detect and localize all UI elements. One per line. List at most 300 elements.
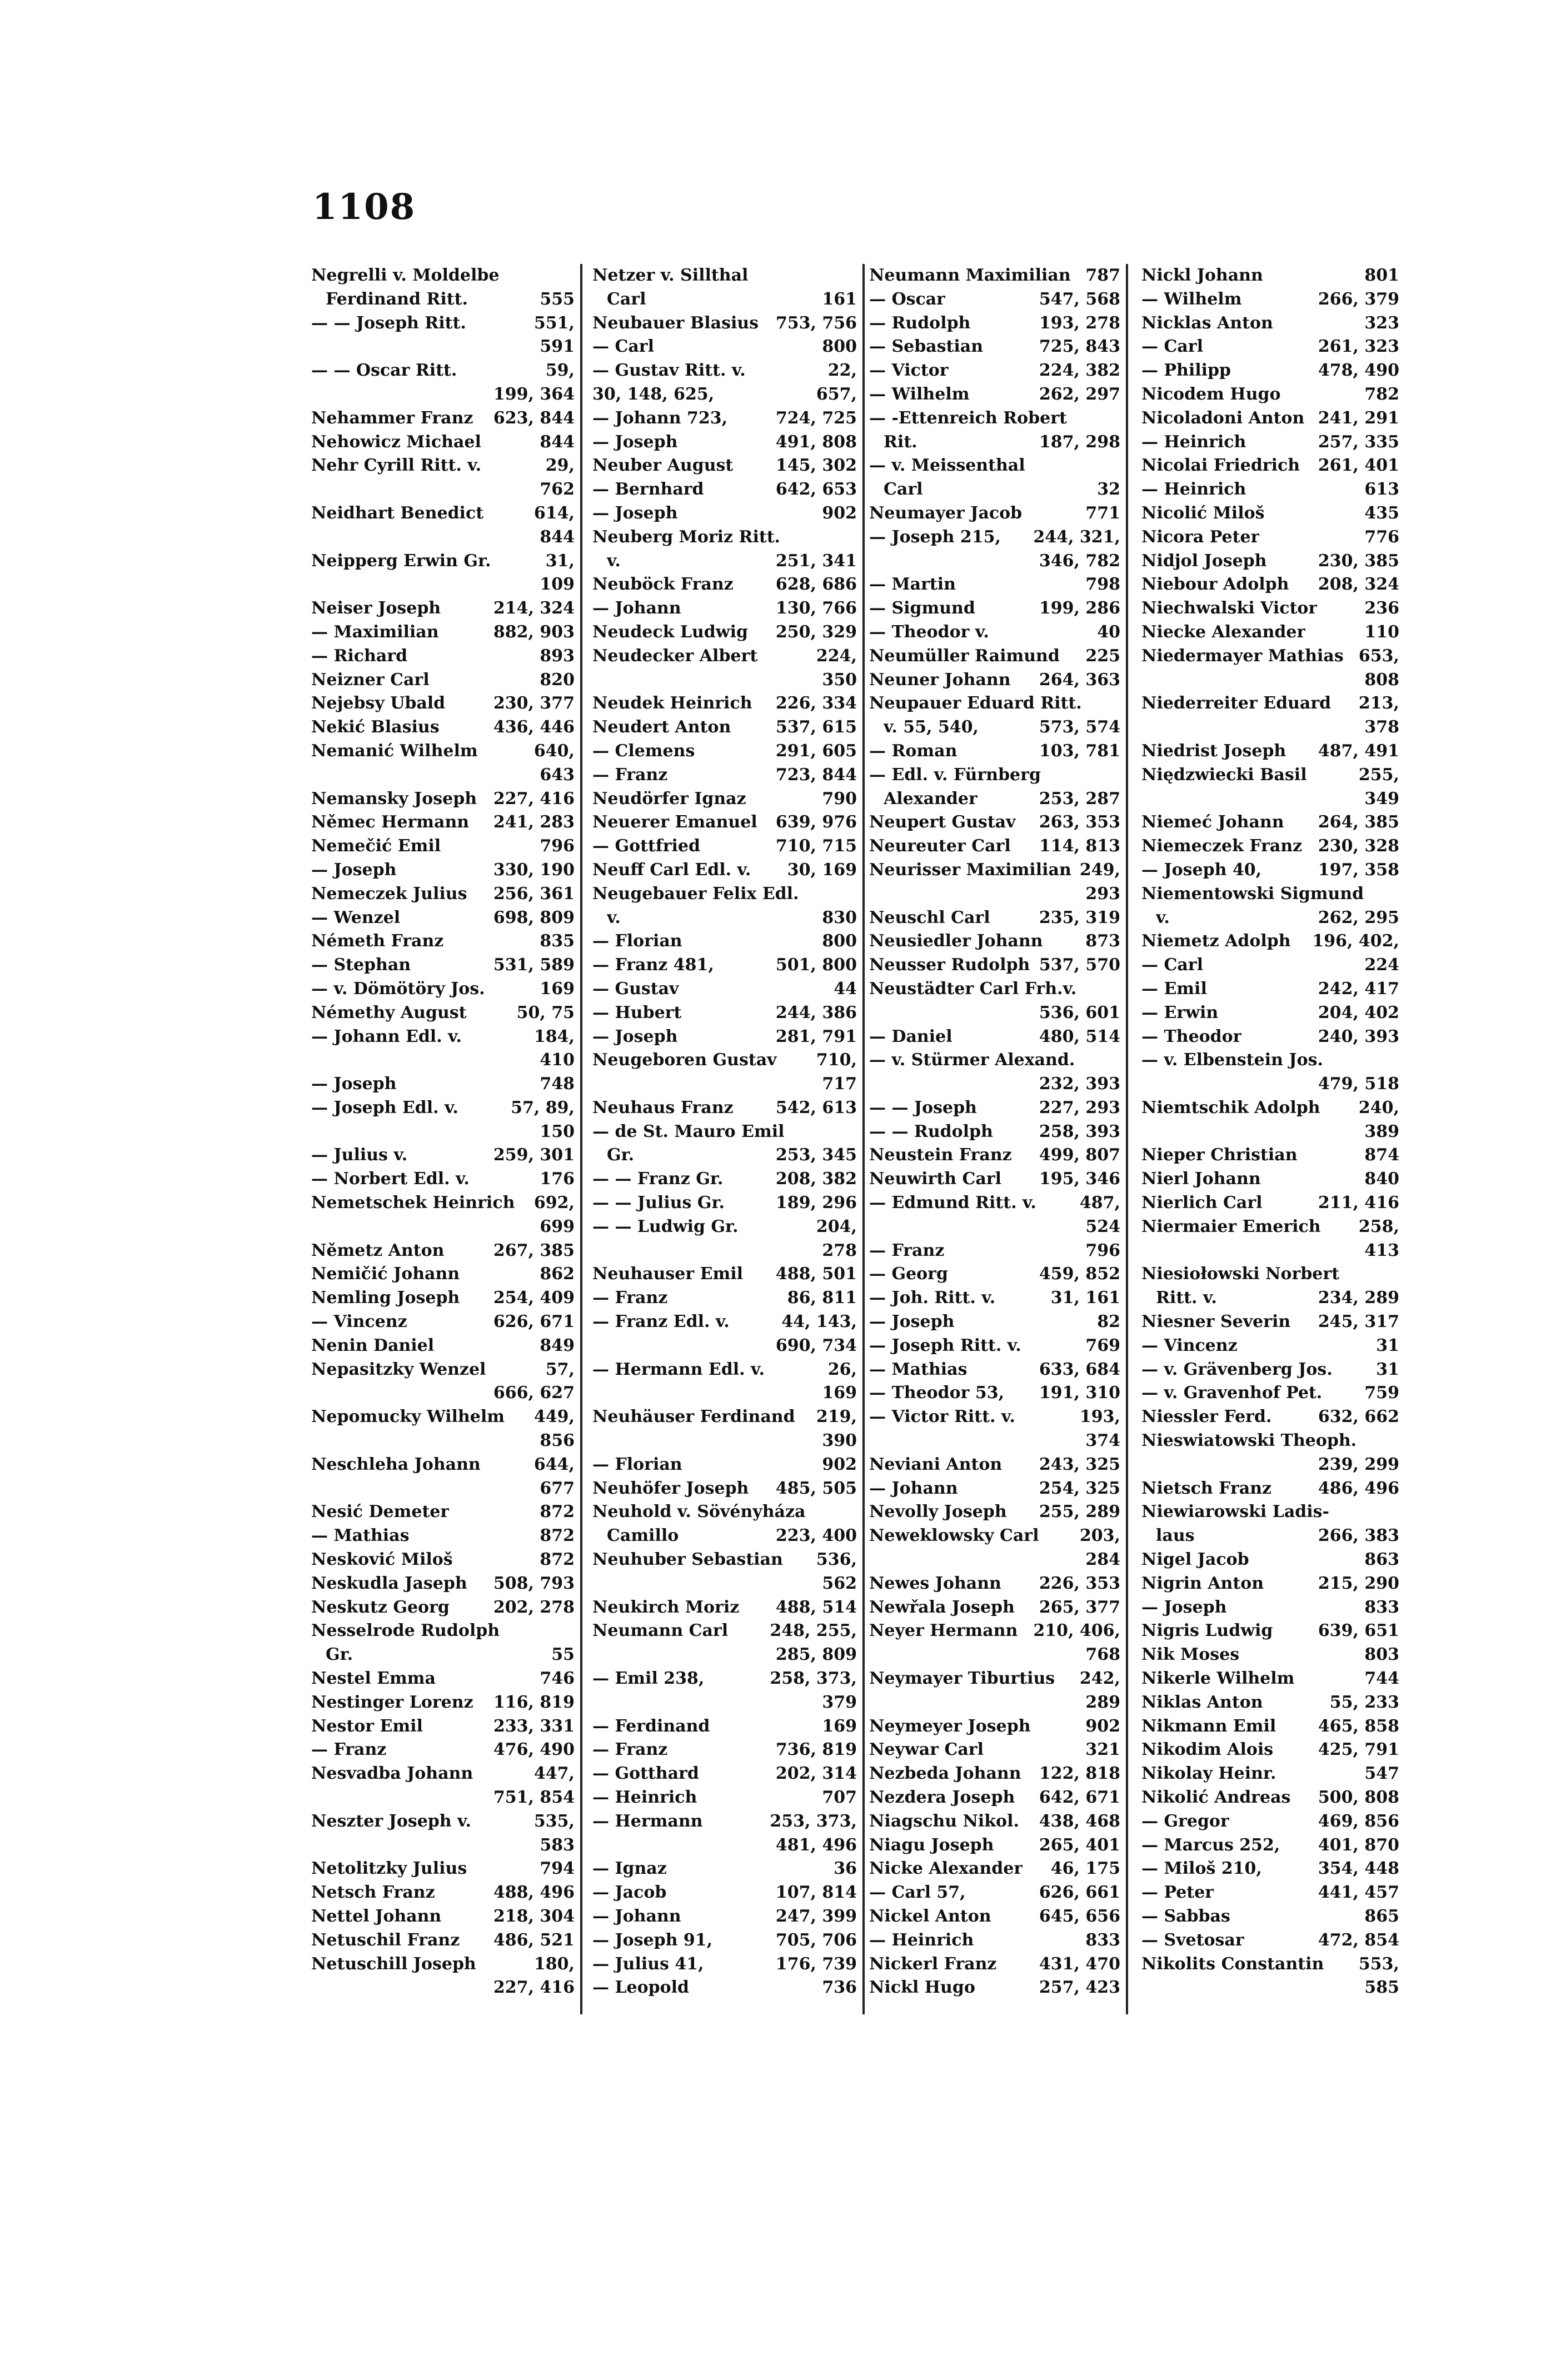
- entry-pages: 59,: [545, 361, 575, 381]
- index-line: [592, 645, 857, 668]
- entry-name: — Marcus 252,: [1141, 1835, 1280, 1855]
- entry-pages: 261, 323: [1318, 337, 1399, 357]
- entry-pages: 796: [1085, 1240, 1120, 1260]
- entry-pages: 401, 870: [1318, 1835, 1399, 1855]
- entry-pages: 31: [1376, 1335, 1399, 1355]
- index-line: [311, 502, 575, 526]
- entry-pages: 195, 346: [1039, 1169, 1120, 1189]
- entry-name: Nemičić Johann: [311, 1264, 460, 1284]
- entry-name: — Emil: [1141, 979, 1207, 999]
- entry-pages: 225: [1085, 646, 1120, 666]
- entry-name: — Florian: [592, 931, 682, 951]
- index-line: [592, 1643, 857, 1667]
- entry-pages: 723, 844: [775, 765, 857, 785]
- entry-name: Neuerer Emanuel: [592, 812, 757, 832]
- entry-name: Neskutz Georg: [311, 1597, 450, 1617]
- entry-pages: 249,: [1079, 860, 1120, 880]
- entry-pages: 202, 314: [775, 1764, 857, 1784]
- index-line: [311, 1310, 575, 1334]
- entry-pages: 109: [540, 575, 575, 595]
- index-line: [311, 1667, 575, 1691]
- entry-pages: 208, 324: [1318, 575, 1399, 595]
- entry-name: Newřala Joseph: [869, 1597, 1015, 1617]
- index-line: [1141, 1358, 1399, 1382]
- entry-name: Carl: [607, 289, 646, 309]
- entry-name: Nikolić Andreas: [1141, 1788, 1291, 1807]
- index-line: [592, 1762, 857, 1786]
- entry-name: Neuschl Carl: [869, 907, 990, 927]
- index-line: [1141, 1025, 1399, 1049]
- entry-name: v.: [1156, 907, 1170, 927]
- entry-name: — Oscar: [869, 289, 945, 309]
- index-line: [311, 1881, 575, 1905]
- entry-name: Nidjol Joseph: [1141, 551, 1267, 571]
- entry-name: Neupert Gustav: [869, 812, 1016, 832]
- entry-pages: 232, 393: [1039, 1074, 1120, 1094]
- entry-name: — v. Dömötöry Jos.: [311, 979, 485, 999]
- index-line: [592, 859, 857, 882]
- entry-pages: 218, 304: [493, 1906, 575, 1926]
- index-line: [1141, 1929, 1399, 1953]
- entry-pages: 261, 401: [1318, 456, 1399, 476]
- entry-pages: 379: [822, 1692, 857, 1712]
- entry-name: Nemečić Emil: [311, 836, 441, 856]
- index-line: [311, 1453, 575, 1477]
- index-line: [311, 1715, 575, 1739]
- index-line: [592, 1072, 857, 1096]
- entry-name: — Hermann Edl. v.: [592, 1359, 765, 1379]
- index-line: [592, 692, 857, 716]
- index-line: [869, 1358, 1120, 1382]
- entry-name: Niędzwiecki Basil: [1141, 765, 1307, 785]
- entry-pages: 256, 361: [493, 884, 575, 904]
- entry-name: — Joseph Ritt. v.: [869, 1335, 1021, 1355]
- index-line: [869, 811, 1120, 835]
- index-line: [311, 645, 575, 668]
- entry-pages: 224,: [816, 646, 857, 666]
- index-line: [592, 431, 857, 455]
- entry-name: Neumann Maximilian: [869, 266, 1071, 285]
- entry-pages: 666, 627: [493, 1383, 575, 1403]
- entry-pages: 321: [1085, 1740, 1120, 1760]
- entry-pages: 82: [1097, 1312, 1120, 1332]
- entry-pages: 768: [1085, 1645, 1120, 1665]
- entry-name: — Joh. Ritt. v.: [869, 1288, 996, 1308]
- index-line: [869, 407, 1120, 431]
- entry-name: Neugebauer Felix Edl.: [592, 884, 799, 904]
- entry-name: Nevolly Joseph: [869, 1502, 1007, 1522]
- index-line: [592, 977, 857, 1001]
- entry-pages: 724, 725: [775, 408, 857, 428]
- entry-name: Neuwirth Carl: [869, 1169, 1001, 1189]
- entry-name: — Gotthard: [592, 1764, 699, 1784]
- entry-pages: 208, 382: [775, 1169, 857, 1189]
- index-line: [592, 740, 857, 764]
- entry-name: — Joseph 215,: [869, 527, 1001, 547]
- entry-pages: 692,: [533, 1193, 575, 1213]
- entry-pages: 248, 255,: [770, 1621, 857, 1641]
- entry-name: Newes Johann: [869, 1573, 1001, 1593]
- entry-name: — Joseph 91,: [592, 1930, 713, 1950]
- entry-pages: 169: [822, 1383, 857, 1403]
- entry-pages: 487,: [1079, 1193, 1120, 1213]
- index-line: [592, 787, 857, 811]
- index-line: [592, 668, 857, 692]
- index-line: [1141, 1191, 1399, 1215]
- entry-name: Neweklowsky Carl: [869, 1526, 1039, 1546]
- entry-pages: 50, 75: [516, 1002, 575, 1022]
- page-number: 1108: [312, 186, 416, 228]
- index-line: [1141, 502, 1399, 526]
- entry-name: Neskudla Jaseph: [311, 1573, 467, 1593]
- entry-pages: 790: [822, 789, 857, 809]
- entry-pages: 553,: [1358, 1954, 1399, 1974]
- index-line: [311, 811, 575, 835]
- entry-name: — Johann: [869, 1478, 958, 1498]
- entry-pages: 204,: [816, 1216, 857, 1236]
- entry-pages: 769: [1085, 1335, 1120, 1355]
- entry-pages: 196, 402,: [1312, 931, 1399, 951]
- index-line: [311, 597, 575, 621]
- index-line: [1141, 1953, 1399, 1977]
- entry-pages: 436, 446: [493, 717, 575, 737]
- index-line: [311, 1810, 575, 1834]
- index-line: [869, 835, 1120, 859]
- index-line: [1141, 550, 1399, 573]
- entry-pages: 902: [1085, 1716, 1120, 1736]
- entry-pages: 215, 290: [1318, 1573, 1399, 1593]
- entry-name: — — Joseph Ritt.: [311, 313, 466, 333]
- entry-name: Nesković Miloš: [311, 1550, 453, 1570]
- entry-name: Nesselrode Rudolph: [311, 1621, 500, 1641]
- entry-name: — Johann Edl. v.: [311, 1026, 462, 1046]
- entry-pages: 230, 328: [1318, 836, 1399, 856]
- index-line: [869, 454, 1120, 478]
- entry-name: — Svetosar: [1141, 1930, 1244, 1950]
- entry-name: — — Franz Gr.: [592, 1169, 724, 1189]
- index-line: [592, 1738, 857, 1762]
- entry-pages: 759: [1364, 1383, 1399, 1403]
- entry-pages: [570, 1619, 575, 1643]
- entry-name: — v. Meissenthal: [869, 456, 1025, 476]
- entry-name: Neymeyer Joseph: [869, 1716, 1031, 1736]
- index-line: [592, 288, 857, 312]
- entry-name: Nickl Johann: [1141, 266, 1263, 285]
- entry-name: Nik Moses: [1141, 1645, 1240, 1665]
- entry-pages: 872: [540, 1526, 575, 1546]
- index-line: [1141, 1500, 1399, 1524]
- entry-pages: 459, 852: [1039, 1264, 1120, 1284]
- entry-pages: 623, 844: [493, 408, 575, 428]
- index-line: [592, 1810, 857, 1834]
- entry-name: Niedermayer Mathias: [1141, 646, 1344, 666]
- entry-pages: 753, 756: [775, 313, 857, 333]
- entry-name: Niklas Anton: [1141, 1692, 1263, 1712]
- entry-pages: 176: [540, 1169, 575, 1189]
- entry-name: — Martin: [869, 575, 956, 595]
- index-line: [869, 573, 1120, 597]
- index-line: [869, 1976, 1120, 2000]
- entry-name: Alexander: [884, 789, 978, 809]
- entry-name: Nekić Blasius: [311, 717, 440, 737]
- index-line: [592, 835, 857, 859]
- entry-name: — Franz: [869, 1240, 945, 1260]
- index-line: [869, 1334, 1120, 1358]
- entry-pages: 199, 364: [493, 384, 575, 404]
- entry-name: Nickerl Franz: [869, 1954, 997, 1974]
- index-line: [869, 550, 1120, 573]
- index-line: [311, 359, 575, 383]
- index-line: [869, 1810, 1120, 1834]
- entry-pages: 583: [540, 1835, 575, 1855]
- index-line: [869, 859, 1120, 882]
- entry-pages: 374: [1085, 1431, 1120, 1451]
- entry-name: — Georg: [869, 1264, 948, 1284]
- index-line: [592, 312, 857, 336]
- entry-name: Nenin Daniel: [311, 1335, 435, 1355]
- entry-name: Nicolai Friedrich: [1141, 456, 1300, 476]
- index-line: [869, 502, 1120, 526]
- index-line: [869, 335, 1120, 359]
- entry-pages: 40: [1097, 622, 1120, 642]
- entry-pages: 537, 615: [775, 717, 857, 737]
- index-line: [592, 1120, 857, 1144]
- entry-pages: 258, 373,: [770, 1669, 857, 1689]
- index-line: [1141, 977, 1399, 1001]
- index-line: [592, 1263, 857, 1286]
- entry-name: — Johann 723,: [592, 408, 728, 428]
- index-line: [1141, 811, 1399, 835]
- index-line: [869, 1667, 1120, 1691]
- entry-pages: 524: [1085, 1216, 1120, 1236]
- index-line: [311, 1905, 575, 1929]
- entry-pages: 44: [834, 979, 857, 999]
- entry-pages: 640,: [533, 741, 575, 761]
- index-line: [592, 1976, 857, 2000]
- entry-name: — Wilhelm: [869, 384, 970, 404]
- entry-pages: 31: [1376, 1359, 1399, 1379]
- index-line: [1141, 1477, 1399, 1501]
- index-line: [1141, 1762, 1399, 1786]
- entry-pages: 710,: [816, 1050, 857, 1070]
- entry-name: Niessler Ferd.: [1141, 1407, 1272, 1427]
- entry-pages: 180,: [533, 1954, 575, 1974]
- index-line: [592, 906, 857, 930]
- entry-name: — -Ettenreich Robert: [869, 408, 1067, 428]
- index-line: [1141, 312, 1399, 336]
- entry-name: — Joseph: [311, 860, 397, 880]
- entry-pages: 447,: [533, 1764, 575, 1784]
- entry-name: Neudert Anton: [592, 717, 731, 737]
- entry-name: Neuner Johann: [869, 670, 1011, 690]
- entry-name: Neumann Carl: [592, 1621, 729, 1641]
- entry-pages: 250, 329: [775, 622, 857, 642]
- entry-name: Nickl Hugo: [869, 1978, 975, 1998]
- index-line: [1141, 1524, 1399, 1548]
- entry-pages: 389: [1364, 1121, 1399, 1141]
- entry-name: — Erwin: [1141, 1002, 1219, 1022]
- entry-name: Neuhaus Franz: [592, 1097, 734, 1117]
- entry-name: — Victor Ritt. v.: [869, 1407, 1015, 1427]
- entry-pages: 863: [1364, 1550, 1399, 1570]
- index-line: [311, 764, 575, 787]
- index-line: [592, 1619, 857, 1643]
- entry-name: — Clemens: [592, 741, 695, 761]
- index-line: [592, 1405, 857, 1429]
- entry-pages: [1395, 1429, 1399, 1453]
- entry-name: Neviani Anton: [869, 1454, 1003, 1474]
- entry-pages: 469, 856: [1318, 1811, 1399, 1831]
- index-line: [592, 1429, 857, 1453]
- index-line: [869, 1167, 1120, 1191]
- entry-pages: 707: [822, 1788, 857, 1807]
- entry-name: — Wenzel: [311, 907, 401, 927]
- entry-name: Nestel Emma: [311, 1669, 436, 1689]
- entry-pages: 438, 468: [1039, 1811, 1120, 1831]
- entry-name: Neupauer Eduard Ritt.: [869, 693, 1082, 713]
- entry-pages: 253, 373,: [770, 1811, 857, 1831]
- index-line: [592, 1477, 857, 1501]
- entry-name: — Ignaz: [592, 1859, 667, 1879]
- index-line: [1141, 1691, 1399, 1715]
- index-line: [1141, 335, 1399, 359]
- entry-name: — Joseph: [592, 1026, 678, 1046]
- entry-pages: 508, 793: [493, 1573, 575, 1593]
- entry-pages: 645, 656: [1039, 1906, 1120, 1926]
- index-line: [1141, 1001, 1399, 1025]
- entry-pages: 690, 734: [775, 1335, 857, 1355]
- entry-pages: 226, 334: [775, 693, 857, 713]
- entry-name: — Florian: [592, 1454, 682, 1474]
- index-line: [311, 1334, 575, 1358]
- entry-pages: 291, 605: [775, 741, 857, 761]
- entry-pages: 57,: [545, 1359, 575, 1379]
- index-line: [311, 859, 575, 882]
- entry-pages: 800: [822, 337, 857, 357]
- entry-pages: 736, 819: [775, 1740, 857, 1760]
- index-line: [1141, 1643, 1399, 1667]
- entry-pages: 499, 807: [1039, 1145, 1120, 1165]
- entry-name: Nesvadba Johann: [311, 1764, 473, 1784]
- index-line: [1141, 740, 1399, 764]
- entry-name: Němetz Anton: [311, 1240, 445, 1260]
- entry-pages: 247, 399: [775, 1906, 857, 1926]
- entry-name: — Joseph: [592, 503, 678, 523]
- entry-pages: 542, 613: [775, 1097, 857, 1117]
- index-line: [1141, 1167, 1399, 1191]
- entry-pages: 748: [540, 1074, 575, 1094]
- index-line: [1141, 1905, 1399, 1929]
- entry-pages: 776: [1364, 527, 1399, 547]
- entry-pages: [1116, 764, 1120, 787]
- entry-name: Neszter Joseph v.: [311, 1811, 471, 1831]
- entry-pages: 243, 325: [1039, 1454, 1120, 1474]
- entry-pages: 55: [551, 1645, 575, 1665]
- index-line: [1141, 1096, 1399, 1120]
- index-line: [592, 383, 857, 407]
- index-line: [869, 1025, 1120, 1049]
- entry-name: Nickel Anton: [869, 1906, 991, 1926]
- index-line: [592, 1096, 857, 1120]
- entry-pages: 210, 406,: [1033, 1621, 1120, 1641]
- entry-name: — v. Stürmer Alexand.: [869, 1050, 1075, 1070]
- entry-name: Carl: [884, 480, 923, 500]
- index-line: [592, 1572, 857, 1596]
- index-line: [1141, 431, 1399, 455]
- entry-pages: 253, 287: [1039, 789, 1120, 809]
- entry-pages: 536,: [816, 1550, 857, 1570]
- index-line: [311, 383, 575, 407]
- entry-name: — Johann: [592, 1906, 681, 1926]
- entry-name: Nieswiatowski Theoph.: [1141, 1431, 1357, 1451]
- entry-pages: 465, 858: [1318, 1716, 1399, 1736]
- entry-pages: 187, 298: [1039, 432, 1120, 452]
- index-line: [311, 1096, 575, 1120]
- entry-pages: 227, 416: [493, 1978, 575, 1998]
- entry-name: Neudörfer Ignaz: [592, 789, 746, 809]
- index-line: [1141, 1976, 1399, 2000]
- entry-pages: 176, 739: [775, 1954, 857, 1974]
- entry-name: Nepomucky Wilhelm: [311, 1407, 505, 1427]
- index-line: [311, 1953, 575, 1977]
- index-line: [311, 550, 575, 573]
- index-line: [311, 740, 575, 764]
- entry-name: — Theodor 53,: [869, 1383, 1005, 1403]
- index-line: [311, 1191, 575, 1215]
- entry-pages: 486, 521: [493, 1930, 575, 1950]
- index-line: [1141, 764, 1399, 787]
- entry-pages: 264, 363: [1039, 670, 1120, 690]
- entry-pages: 267, 385: [493, 1240, 575, 1260]
- entry-pages: 114, 813: [1039, 836, 1120, 856]
- entry-pages: 116, 819: [493, 1692, 575, 1712]
- index-line: [869, 1715, 1120, 1739]
- entry-pages: 203,: [1079, 1526, 1120, 1546]
- entry-pages: 551,: [533, 313, 575, 333]
- index-line: [1141, 359, 1399, 383]
- index-line: [869, 1072, 1120, 1096]
- entry-pages: 591: [540, 337, 575, 357]
- entry-pages: 801: [1364, 266, 1399, 285]
- entry-pages: 223, 400: [775, 1526, 857, 1546]
- index-line: [592, 1381, 857, 1405]
- entry-name: — Rudolph: [869, 313, 971, 333]
- entry-name: — Richard: [311, 646, 408, 666]
- entry-pages: 874: [1364, 1145, 1399, 1165]
- index-line: [869, 1001, 1120, 1025]
- entry-name: — Gustav Ritt. v.: [592, 361, 746, 381]
- index-line: [311, 264, 575, 288]
- index-line: [592, 1334, 857, 1358]
- entry-pages: 441, 457: [1318, 1883, 1399, 1903]
- entry-name: — Gregor: [1141, 1811, 1229, 1831]
- index-line: [592, 1286, 857, 1310]
- entry-pages: 254, 409: [493, 1288, 575, 1308]
- index-line: [869, 764, 1120, 787]
- entry-pages: 639, 976: [775, 812, 857, 832]
- entry-name: — Sabbas: [1141, 1906, 1230, 1926]
- entry-pages: 472, 854: [1318, 1930, 1399, 1950]
- index-line: [592, 359, 857, 383]
- entry-pages: 653,: [1358, 646, 1399, 666]
- entry-pages: 642, 671: [1039, 1788, 1120, 1807]
- entry-pages: 710, 715: [775, 836, 857, 856]
- entry-name: Nezbeda Johann: [869, 1764, 1021, 1784]
- entry-pages: 808: [1364, 670, 1399, 690]
- index-line: [592, 550, 857, 573]
- index-line: [592, 502, 857, 526]
- entry-pages: 199, 286: [1039, 598, 1120, 618]
